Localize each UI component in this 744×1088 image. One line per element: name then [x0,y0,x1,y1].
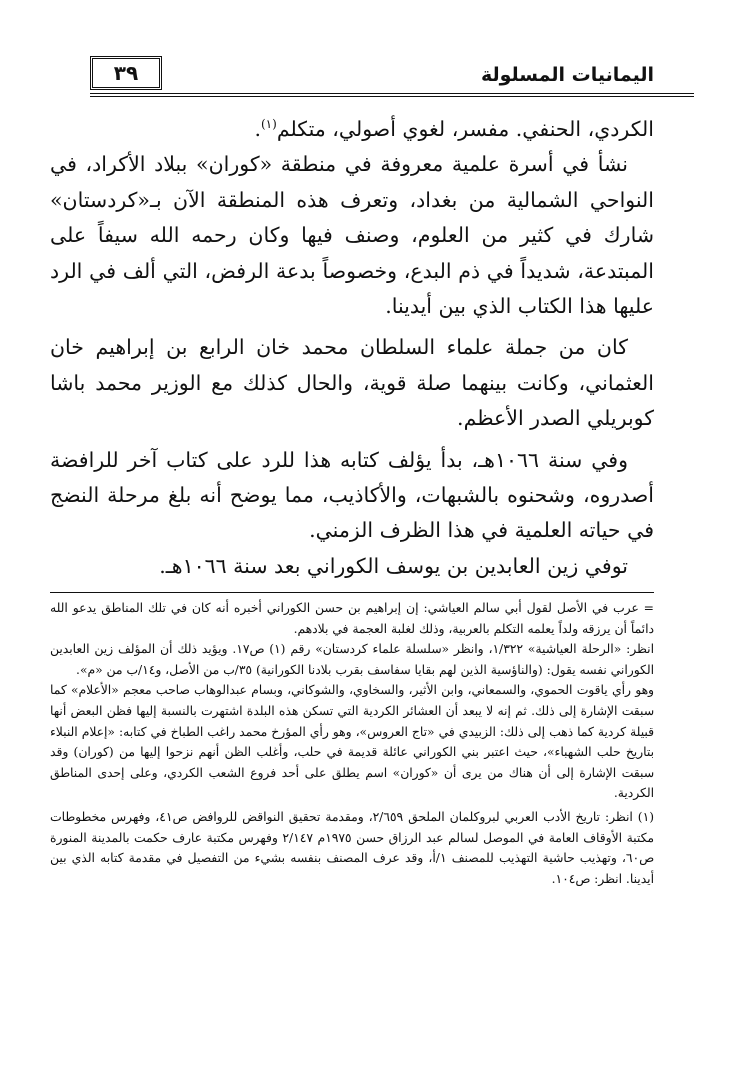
footnote-opinion: وهو رأي ياقوت الحموي، والسمعاني، وابن الأثير، والسخاوي، والشوكاني، وبسام عبدالوهاب صاحب معجم «الأعلام» كما سبقت الإشارة إلى ذلك. ثم إنه لا يبعد أن العشائر الكردية التي تسكن هذه البلدة اشتهرت بالنسبة إليها فظن البعض أنها قبيلة كردية كما ذهب إلى ذلك: الزبيدي في «تاج العروس»، وهو رأي المؤرخ محمد راغب الطباخ في كتابه: «إعلام النبلاء بتاريخ حلب الشهباء»، حيث اعتبر بني الكوراني عائلة قديمة في حلب، وأغلب الظن أنهم نزحوا إليها من (كوران) وقد سبقت الإشارة إلى أن هناك من يرى أن «كوران» اسم يطلق على أحد فروع الشعب الكردي، وعلى إحدى المناطق الكردية. [50,683,654,801]
paragraph-work: وفي سنة ١٠٦٦هـ، بدأ يؤلف كتابه هذا للرد على كتاب آخر للرافضة أصدروه، وشحنوه بالشبهات، والأكاذيب، مما يوضح أنه بلغ مرحلة النضج في حياته العلمية في هذا الظرف الزمني. [50,447,654,543]
paragraph-sultan: كان من جملة علماء السلطان محمد خان الرابع بن إبراهيم خان العثماني، وكانت بينهما صلة قوية، والحال كذلك مع الوزير محمد باشا كوبريلي الصدر الأعظم. [50,335,654,431]
paragraph-death: توفي زين العابدين بن يوسف الكوراني بعد سنة ١٠٦٦هـ. [159,553,628,578]
paragraph-intro-text: الكردي، الحنفي. مفسر، لغوي أصولي، متكلم [276,117,654,141]
header-rule [90,96,694,97]
paragraph-intro-end: . [254,117,261,141]
footnote-reference-note: انظر: «الرحلة العياشية» ١/٣٢٢، وانظر «سلسلة علماء كردستان» رقم (١) ص١٧. ويؤيد ذلك أن المؤلف زين العابدين الكوراني نفسه يقول: (والناؤسية الذين لهم بقايا سفاسف بقرب بلادنا الكورانية) ٣٥/ب من الأصل، و١٤/ب من «م». [50,642,654,677]
paragraph-intro [50,112,654,147]
footnote-continued: = عرب في الأصل لقول أبي سالم العياشي: إن إبراهيم بن حسن الكوراني أخبره أنه كان في تلك المناطق يدعو الله دائماً أن يرزقه ولداً يعلمه التكلم بالعربية، وذلك لغلبة العجمة في بلادهم. [50,601,654,636]
footnotes [50,598,654,889]
footnote-reference: (١) [260,117,277,132]
main-text [50,112,654,584]
page-number-text: ٣٩ [113,61,139,85]
footnote-1: (١) انظر: تاريخ الأدب العربي لبروكلمان الملحق ٢/٦٥٩، ومقدمة تحقيق النواقض للروافض ص٤١، وفهرس مخطوطات مكتبة الأوقاف العامة في الموصل لسالم عبد الرزاق حسن ١٩٧٥م ٢/١٤٧ وفهرس مكتبة عارف حكمت بالمدينة المنورة ص٦٠، وتهذيب حاشية التهذيب للمصنف ١/أ، وقد عرف المصنف بنفسه بشيء من التفصيل في مقدمة كتابه الذي بين أيدينا. انظر: ص١٠٤. [50,809,654,886]
page-number [90,56,162,90]
paragraph-origin: نشأ في أسرة علمية معروفة في منطقة «كوران» ببلاد الأكراد، في النواحي الشمالية من بغداد، وتعرف هذه المنطقة الآن بـ«كردستان» شارك في كثير من العلوم، وصنف فيها وكان رحمه الله سيفاً على المبتدعة، شديداً في ذم البدع، وخصوصاً بدعة الرفض، التي ألف في الرد عليها هذا الكتاب الذي بين أيدينا. [50,152,654,319]
running-header-title: اليمانيات المسلولة [480,64,654,86]
header-rule [90,93,694,94]
footnote-separator [50,592,654,593]
